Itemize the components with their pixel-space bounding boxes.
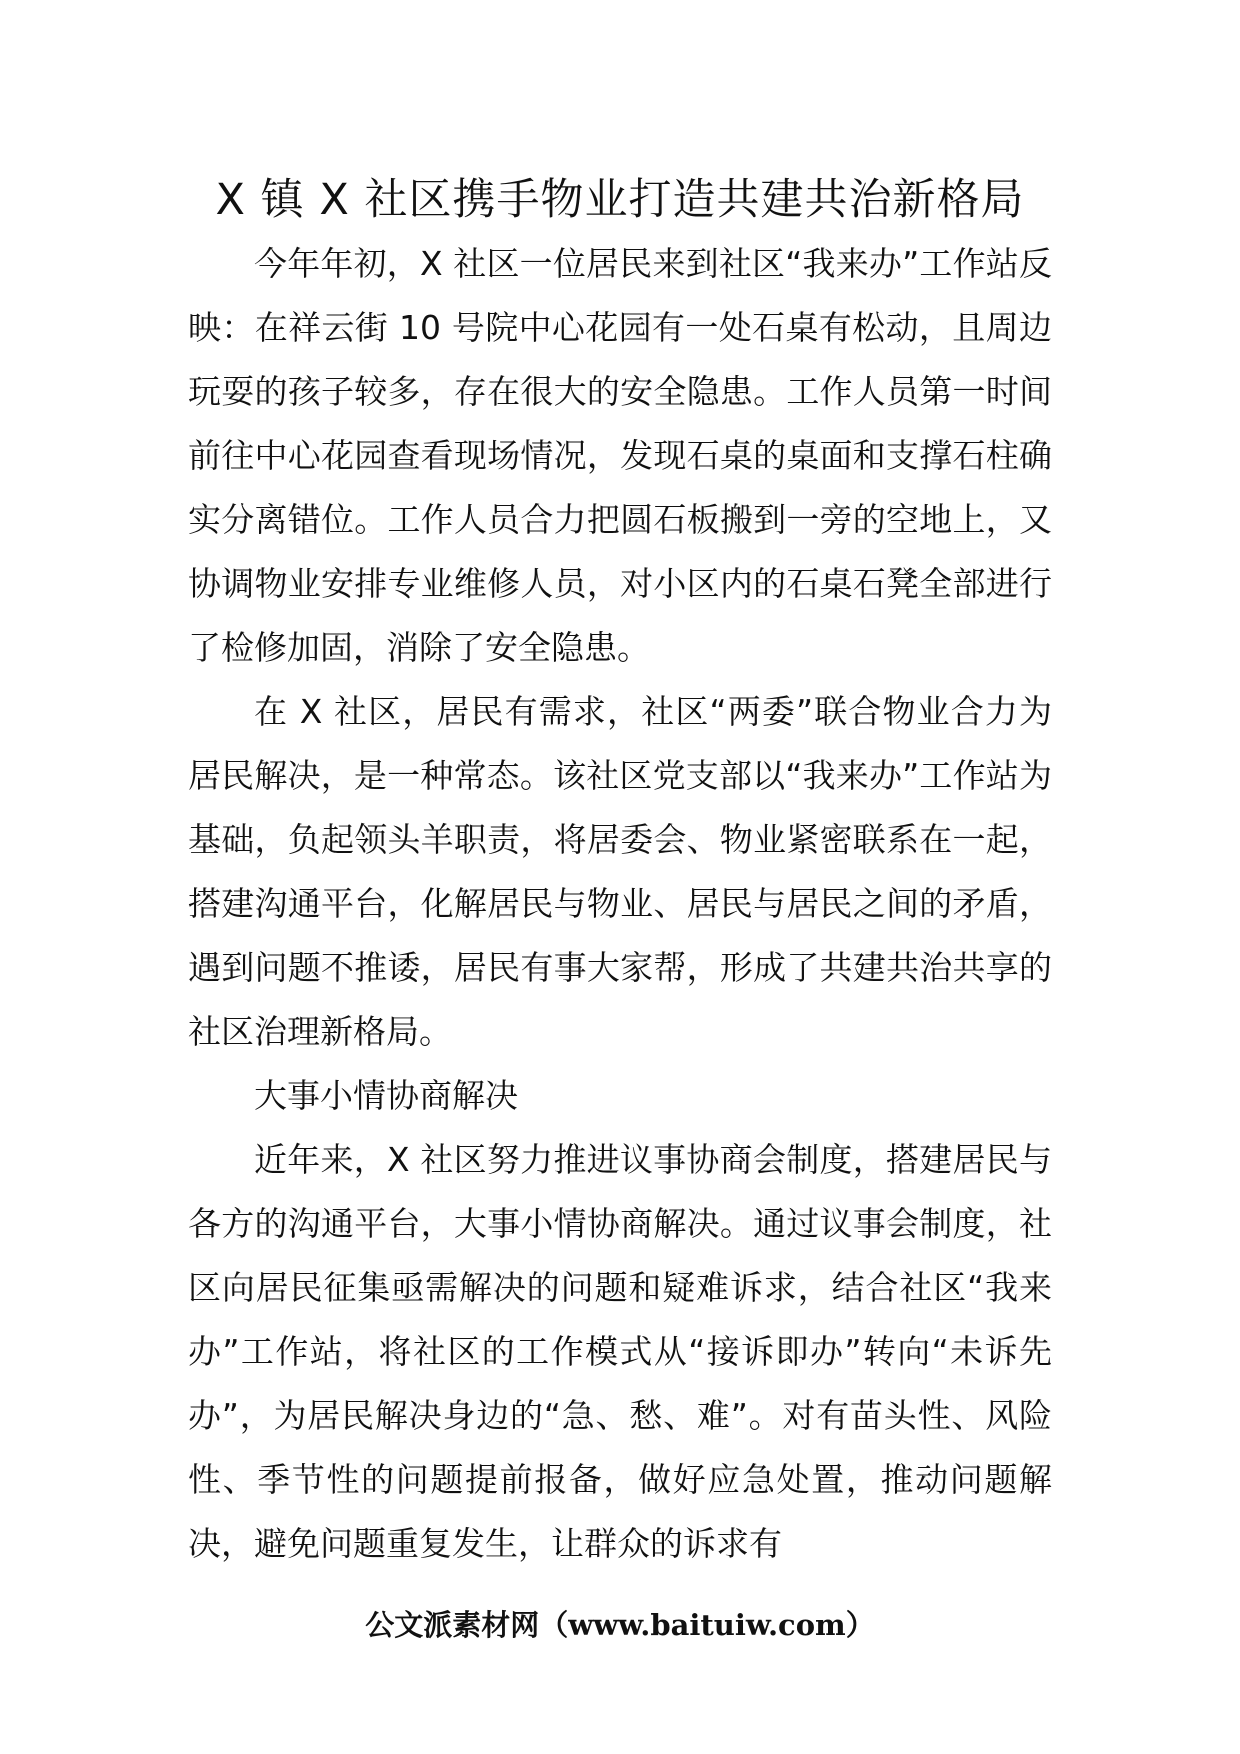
paragraph-community: 在 X 社区，居民有需求，社区“两委”联合物业合力为居民解决，是一种常态。该社区党支部以“我来办”工作站为基础，负起领头羊职责，将居委会、物业紧密联系在一起，搭建沟通平台，化解居民与物业、居民与居民之间的矛盾，遇到问题不推诿，居民有事大家帮，形成了共建共治共享的社区治理新格局。	[188, 692, 1052, 1051]
section-heading: 大事小情协商解决	[254, 1076, 518, 1115]
document-title: X 镇 X 社区携手物业打造共建共治新格局	[215, 175, 1025, 225]
footer-source: 公文派素材网（www.baituiw.com）	[365, 1608, 875, 1642]
paragraph-consultation: 近年来，X 社区努力推进议事协商会制度，搭建居民与各方的沟通平台，大事小情协商解决。通过议事会制度，社区向居民征集亟需解决的问题和疑难诉求，结合社区“我来办”工作站，将社区的工作模式从“接诉即办”转向“未诉先办”，为居民解决身边的“急、愁、难”。对有苗头性、风险性、季节性的问题提前报备，做好应急处置，推动问题解决，避免问题重复发生，让群众的诉求有	[188, 1140, 1052, 1563]
document-body	[188, 232, 1052, 1576]
paragraph-intro: 今年年初，X 社区一位居民来到社区“我来办”工作站反映：在祥云街 10 号院中心花园有一处石桌有松动，且周边玩耍的孩子较多，存在很大的安全隐患。工作人员第一时间前往中心花园查看现场情况，发现石桌的桌面和支撑石柱确实分离错位。工作人员合力把圆石板搬到一旁的空地上，又协调物业安排专业维修人员，对小区内的石桌石凳全部进行了检修加固，消除了安全隐患。	[188, 244, 1052, 667]
